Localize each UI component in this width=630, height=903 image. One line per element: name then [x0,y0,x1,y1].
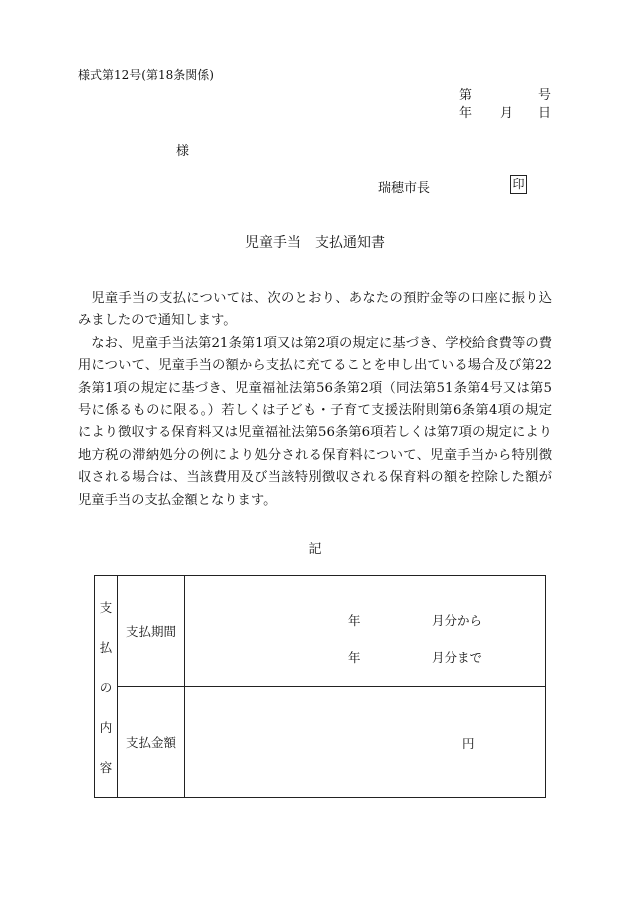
issuer-name: 瑞穂市長 [378,181,431,196]
period-end-month: 月分まで [432,650,483,665]
paragraph-1: 児童手当の支払については、次のとおり、あなたの預貯金等の口座に振り込みましたので通知します。 [78,291,552,329]
side-label-char: 容 [99,759,113,775]
payment-amount-label: 支払金額 [118,687,185,798]
addressee-suffix: 様 [176,144,190,159]
payment-period-value [185,576,546,687]
side-label-char: 内 [99,719,113,735]
side-label-char: の [99,679,113,695]
side-label-char: 支 [99,599,113,615]
payment-content-side-label [95,576,118,798]
ki-heading: 記 [308,542,322,557]
document-number-suffix: 号 [538,88,552,103]
amount-unit: 円 [462,736,475,751]
seal-box: 印 [510,175,527,194]
document-number-prefix: 第 [459,88,473,103]
payment-period-label: 支払期間 [118,576,185,687]
paragraph-2: なお、児童手当法第21条第1項又は第2項の規定に基づき、学校給食費等の費用について、児童手当の額から支払に充てることを申し出ている場合及び第22条第1項の規定に基づき、児童福祉法第56条第2項（同法第51条第4号又は第5号に係るものに限る。）若しくは子ども・子育て支援法附則第6条第4項の規定により徴収する保育料又は児童福祉法第56条第6項若しくは第7項の規定により地方税の滞納処分の例により処分される保育料について、児童手当から特別徴収される場合は、当該費用及び当該特別徴収される保育料の額を控除した額が児童手当の支払金額となります。 [78,335,552,508]
side-label-char: 払 [99,639,113,655]
period-start-month: 月分から [432,613,483,628]
document-title: 児童手当 支払通知書 [245,235,385,251]
period-end-year: 年 [348,650,361,665]
date-day: 日 [538,106,552,121]
date-month: 月 [500,106,514,121]
date-year: 年 [459,106,473,121]
payment-amount-value [185,687,546,798]
period-start-year: 年 [348,613,361,628]
document-body [78,288,552,512]
payment-details-table [94,575,546,798]
form-number: 様式第12号(第18条関係) [78,68,214,82]
